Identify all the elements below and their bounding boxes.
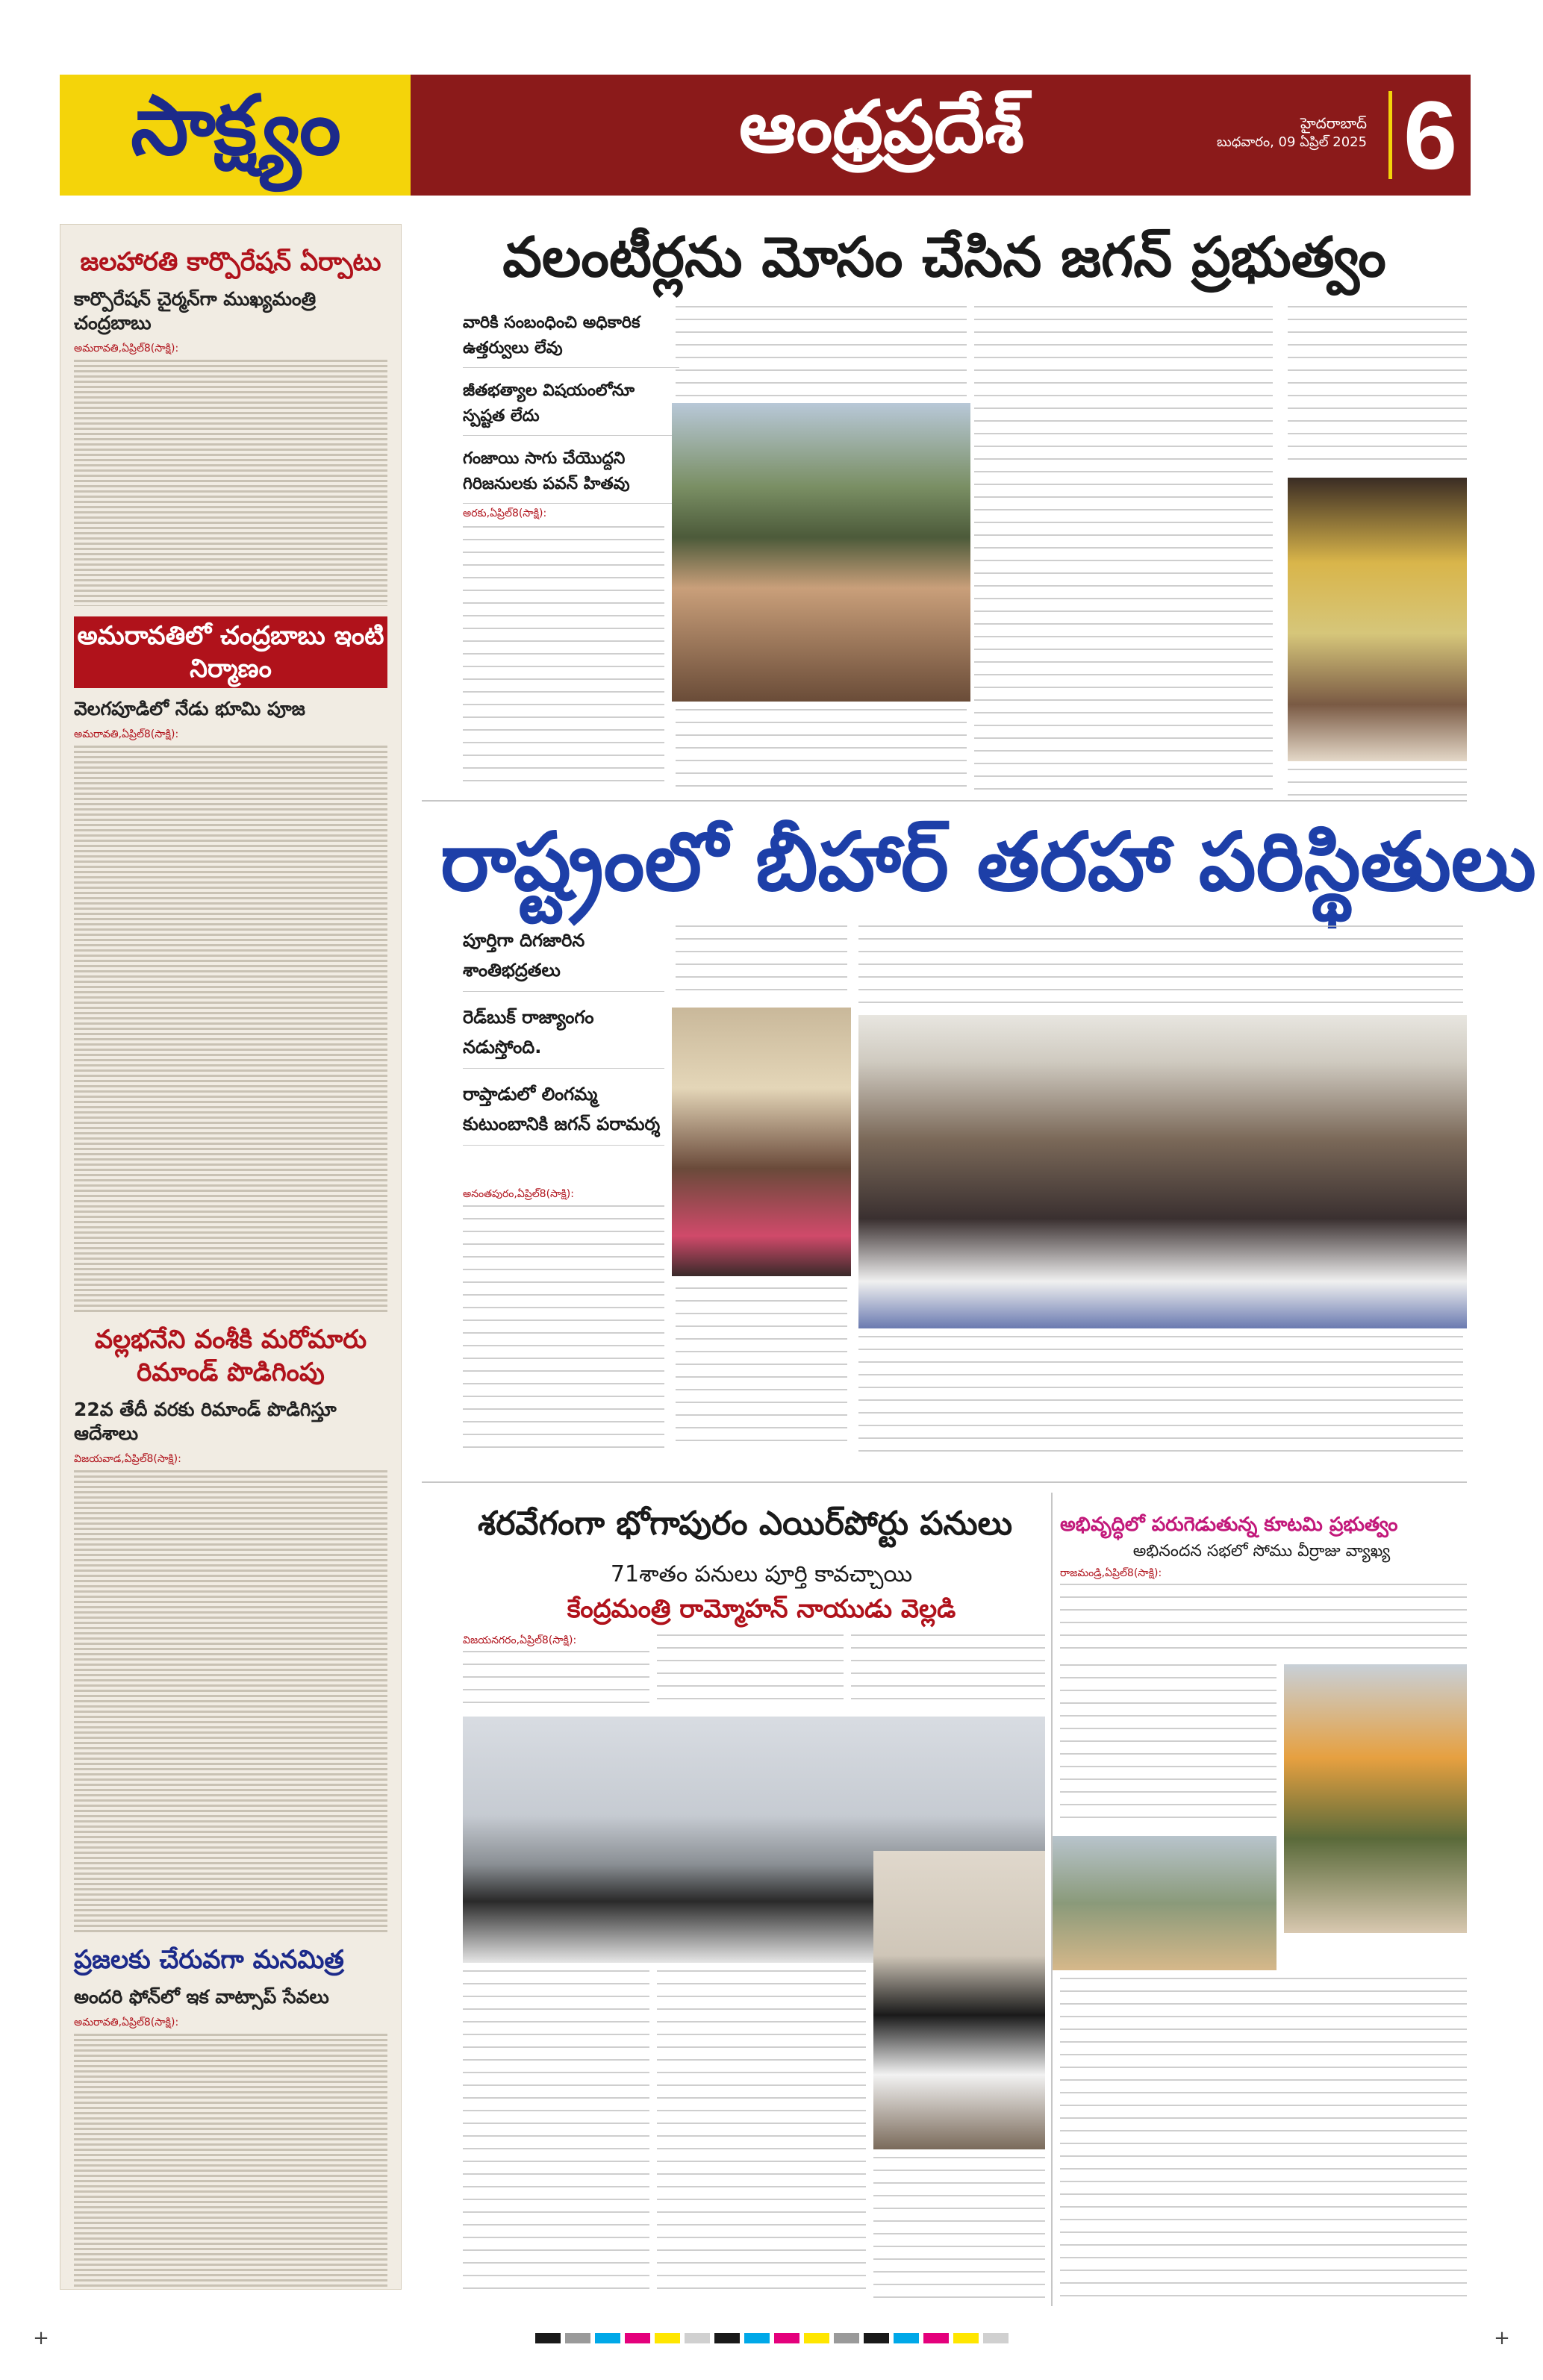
airport-story-body-col3b	[873, 2157, 1045, 2299]
swatch	[804, 2333, 829, 2343]
brief-jalaharathi	[74, 246, 387, 606]
swatch	[565, 2333, 590, 2343]
top-story-deck	[463, 310, 679, 514]
brief-dateline: విజయవాడ,ఏప్రిల్8(సాక్షి):	[74, 1453, 181, 1465]
brief-body-text	[74, 360, 387, 606]
second-story-deck	[463, 925, 664, 1156]
section-bar	[411, 75, 1471, 196]
section-divider	[422, 800, 1467, 802]
deck-point: గంజాయి సాగు చేయొద్దని గిరిజనులకు పవన్ హితవు	[463, 446, 679, 504]
second-story-body-col2	[676, 925, 847, 1000]
brief-headline: జలహారతి కార్పొరేషన్ ఏర్పాటు	[80, 247, 381, 277]
temple-visit-photo	[1288, 478, 1467, 761]
top-story-headline: వలంటీర్లను మోసం చేసిన జగన్ ప్రభుత్వం	[502, 225, 1386, 290]
swatch	[923, 2333, 949, 2343]
top-story-body-col2	[676, 306, 967, 399]
second-story-body-col1	[463, 1205, 664, 1452]
page-number-divider	[1388, 91, 1392, 179]
section-title: ఆంధ్రప్రదేశ్	[739, 84, 1024, 169]
top-story-body-col4	[1288, 306, 1467, 470]
masthead	[60, 75, 1471, 196]
second-story-body-top	[858, 925, 1463, 1008]
airport-story-subhead: 71శాతం పనులు పూర్తి కావచ్చాయి	[610, 1561, 913, 1587]
registration-mark-icon: +	[1494, 2327, 1510, 2349]
top-story-body-col3	[974, 306, 1273, 791]
airport-story-body-col1b	[463, 1970, 649, 2299]
minister-inspection-photo	[873, 1851, 1045, 2149]
brief-dateline: అమరావతి,ఏప్రిల్8(సాక్షి):	[74, 2017, 179, 2028]
swatch	[894, 2333, 919, 2343]
airport-story-body-col2b	[657, 1970, 866, 2299]
brief-headline: వల్లభనేని వంశీకి మరోమారు రిమాండ్ పొడిగింపు	[94, 1325, 367, 1387]
print-registration-strip	[30, 2327, 1513, 2349]
brief-headline: అమరావతిలో చంద్రబాబు ఇంటి నిర్మాణం	[74, 616, 387, 688]
deck-point: రాప్తాడులో లింగమ్మ కుటుంబానికి జగన్ పరామర్శ	[463, 1079, 664, 1146]
coalition-story-body-col1	[1060, 1664, 1277, 1828]
swatch	[953, 2333, 979, 2343]
pawan-kalyan-photo	[672, 403, 970, 702]
coalition-story-headline: అభివృద్ధిలో పరుగెడుతున్న కూటమి ప్రభుత్వం	[1060, 1514, 1398, 1536]
coalition-story-body-top	[1060, 1584, 1467, 1658]
swatch	[864, 2333, 889, 2343]
airport-story-body-col3	[851, 1634, 1045, 1709]
brief-subhead: అందరి ఫోన్‌లో ఇక వాట్సాప్ సేవలు	[74, 1986, 329, 2008]
deck-point: జీతభత్యాల విషయంలోనూ స్పష్టత లేదు	[463, 378, 679, 436]
swatch	[595, 2333, 620, 2343]
swatch	[685, 2333, 710, 2343]
swatch	[774, 2333, 799, 2343]
top-story-caption	[1288, 769, 1467, 799]
newspaper-logo	[60, 75, 411, 196]
color-calibration-bar	[52, 2333, 1491, 2343]
coalition-story-dateline: రాజమండ్రి,ఏప్రిల్8(సాక్షి):	[1060, 1567, 1162, 1579]
brief-cm-house	[74, 616, 387, 1313]
second-story-body-bottom	[858, 1336, 1463, 1455]
edition-city: హైదరాబాద్	[1300, 114, 1368, 132]
second-story-headline: రాష్ట్రంలో బీహార్ తరహా పరిస్థితులు	[440, 815, 1536, 909]
brief-body-text	[74, 1470, 387, 1933]
edition-info	[1217, 113, 1367, 152]
section-divider	[422, 1481, 1467, 1483]
edition-date: బుధవారం, 09 ఏప్రిల్ 2025	[1217, 134, 1368, 150]
news-briefs-sidebar	[60, 224, 402, 2290]
swatch	[983, 2333, 1009, 2343]
second-story-body-col2b	[676, 1287, 847, 1452]
swatch	[834, 2333, 859, 2343]
brief-vamsi-remand	[74, 1323, 387, 1933]
page-number: 6	[1403, 81, 1458, 190]
deck-point: పూర్తిగా దిగజారిన శాంతిభద్రతలు	[463, 925, 664, 992]
brief-subhead: కార్పొరేషన్ చైర్మన్‌గా ముఖ్యమంత్రి చంద్రబాబు	[74, 288, 317, 334]
brief-body-text	[74, 2034, 387, 2290]
airport-story-body-col1	[463, 1651, 649, 1711]
airport-story-dateline: విజయనగరం,ఏప్రిల్8(సాక్షి):	[463, 1634, 577, 1646]
swatch	[714, 2333, 740, 2343]
deck-point: వారికి సంబంధించి అధికారిక ఉత్తర్వులు లేవు	[463, 310, 679, 368]
registration-mark-icon: +	[33, 2327, 49, 2349]
brief-dateline: అమరావతి,ఏప్రిల్8(సాక్షి):	[74, 728, 179, 740]
coalition-story-body-bottom	[1060, 1978, 1467, 2299]
brief-manamitra	[74, 1943, 387, 2290]
brief-headline: ప్రజలకు చేరువగా మనమిత్ర	[74, 1945, 344, 1975]
swatch	[655, 2333, 680, 2343]
family-visit-photo	[672, 1008, 851, 1276]
airport-story-subhead2: కేంద్రమంత్రి రామ్మోహన్ నాయుడు వెల్లడి	[567, 1594, 956, 1624]
brief-subhead: వెలగపూడిలో నేడు భూమి పూజ	[74, 698, 305, 719]
airport-story-body-col2	[657, 1634, 844, 1709]
top-story-dateline: అరకు,ఏప్రిల్8(సాక్షి):	[463, 507, 547, 519]
swatch	[625, 2333, 650, 2343]
brief-dateline: అమరావతి,ఏప్రిల్8(సాక్షి):	[74, 343, 179, 354]
deck-point: రెడ్‌బుక్ రాజ్యాంగం నడుస్తోంది.	[463, 1002, 664, 1069]
top-story-body-col2b	[676, 709, 967, 791]
airport-story-headline: శరవేగంగా భోగాపురం ఎయిర్‌పోర్టు పనులు	[478, 1505, 1013, 1543]
jagan-rally-photo	[858, 1015, 1467, 1328]
felicitation-photo	[1053, 1836, 1277, 1970]
swatch	[535, 2333, 561, 2343]
top-story-body-col1	[463, 526, 664, 791]
brief-subhead: 22వ తేదీ వరకు రిమాండ్ పొడిగిస్తూ ఆదేశాలు	[74, 1399, 337, 1444]
somu-veerraju-photo	[1284, 1664, 1467, 1933]
coalition-story-subhead: అభినందన సభలో సోము వీర్రాజు వ్యాఖ్య	[1132, 1542, 1391, 1561]
second-story-dateline: అనంతపురం,ఏప్రిల్8(సాక్షి):	[463, 1188, 574, 1200]
newspaper-name: సాక్ష్యం	[131, 76, 340, 173]
brief-body-text	[74, 746, 387, 1313]
swatch	[744, 2333, 770, 2343]
